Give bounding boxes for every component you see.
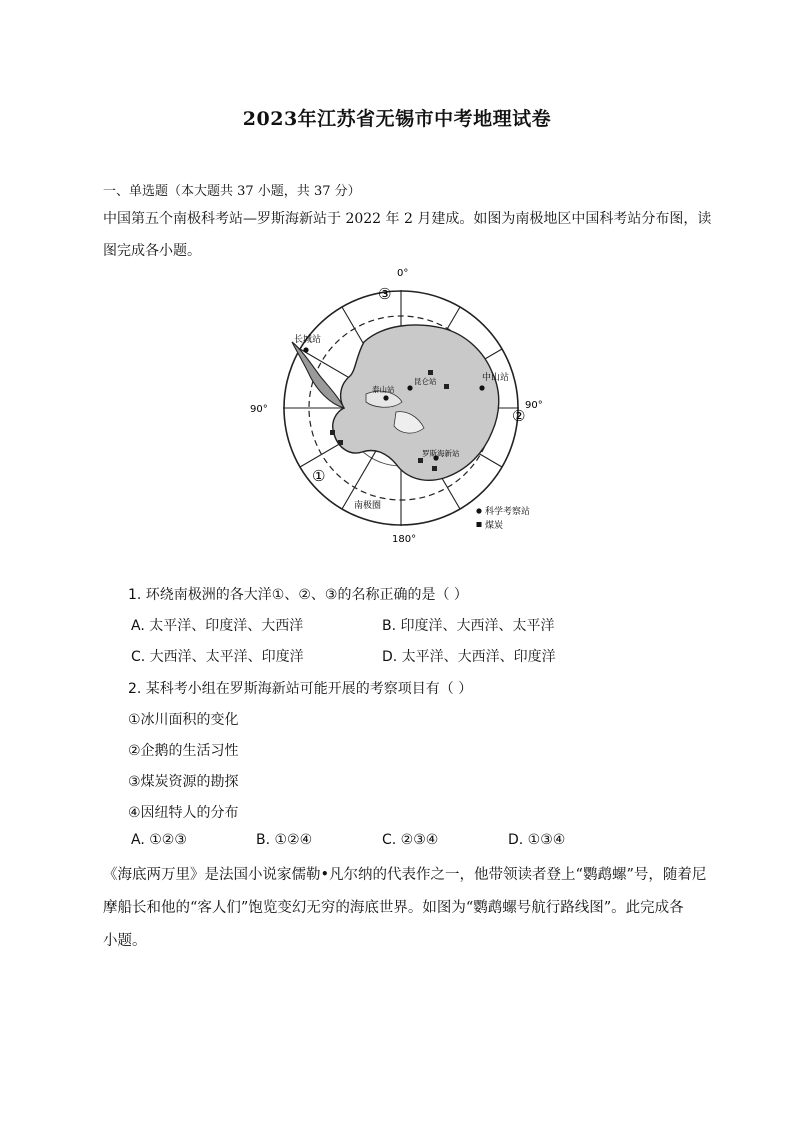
q1-option-b[interactable]: B. 印度洋、大西洋、太平洋 bbox=[382, 618, 555, 634]
q2-item-3: ③煤炭资源的勘探 bbox=[128, 774, 239, 790]
legend-station-label: 科学考察站 bbox=[485, 507, 531, 517]
page-title: 2023年江苏省无锡市中考地理试卷 bbox=[242, 108, 552, 130]
kunlun-station-label: 昆仑站 bbox=[414, 377, 437, 386]
q2-option-a[interactable]: A. ①②③ bbox=[131, 832, 187, 848]
q2-item-4: ④因纽特人的分布 bbox=[128, 805, 239, 821]
passage-line-2: 摩船长和他的“客人们”饱览变幻无穷的海底世界。如图为“鹦鹉螺号航行路线图”。此完成各 bbox=[103, 900, 684, 916]
antarctic-circle-label: 南极圈 bbox=[354, 501, 382, 511]
q1-option-c[interactable]: C. 大西洋、太平洋、印度洋 bbox=[131, 649, 304, 665]
ocean-3-marker: ③ bbox=[378, 285, 392, 303]
q1-option-a[interactable]: A. 太平洋、印度洋、大西洋 bbox=[131, 618, 304, 634]
q2-item-1: ①冰川面积的变化 bbox=[128, 712, 239, 728]
question-2-stem: 2. 某科考小组在罗斯海新站可能开展的考察项目有（ ） bbox=[128, 681, 473, 697]
ocean-2-marker: ② bbox=[512, 407, 526, 425]
zhongshan-station-label: 中山站 bbox=[482, 373, 510, 383]
passage-line-3: 小题。 bbox=[103, 933, 147, 949]
rossnew-station-label: 罗斯海新站 bbox=[422, 449, 460, 458]
meridian-90w-label: 90° bbox=[250, 404, 268, 415]
legend-coal-label: 煤炭 bbox=[485, 521, 504, 531]
ocean-1-marker: ① bbox=[312, 467, 326, 485]
meridian-90e-label: 90° bbox=[525, 400, 543, 411]
section-heading: 一、单选题（本大题共 37 小题，共 37 分） bbox=[103, 184, 361, 199]
q2-option-b[interactable]: B. ①②④ bbox=[256, 832, 313, 848]
antarctica-station-map bbox=[246, 262, 556, 547]
question-1-stem: 1. 环绕南极洲的各大洋①、②、③的名称正确的是（ ） bbox=[128, 587, 468, 603]
meridian-180-label: 180° bbox=[392, 534, 417, 545]
changcheng-station-label: 长城站 bbox=[294, 335, 322, 345]
intro-line-1: 中国第五个南极科考站—罗斯海新站于 2022 年 2 月建成。如图为南极地区中国科考站分布图，读 bbox=[103, 211, 712, 227]
q2-item-2: ②企鹅的生活习性 bbox=[128, 743, 239, 759]
q2-option-d[interactable]: D. ①③④ bbox=[508, 832, 566, 848]
map-legend bbox=[476, 505, 530, 531]
q1-option-d[interactable]: D. 太平洋、大西洋、印度洋 bbox=[382, 649, 556, 665]
q2-option-c[interactable]: C. ②③④ bbox=[382, 832, 439, 848]
passage-line-1: 《海底两万里》是法国小说家儒勒•凡尔纳的代表作之一，他带领读者登上“鹦鹉螺”号，随着尼 bbox=[103, 867, 707, 883]
taishan-station-label: 泰山站 bbox=[372, 385, 395, 394]
meridian-0-label: 0° bbox=[397, 268, 409, 279]
intro-line-2: 图完成各小题。 bbox=[103, 243, 201, 259]
